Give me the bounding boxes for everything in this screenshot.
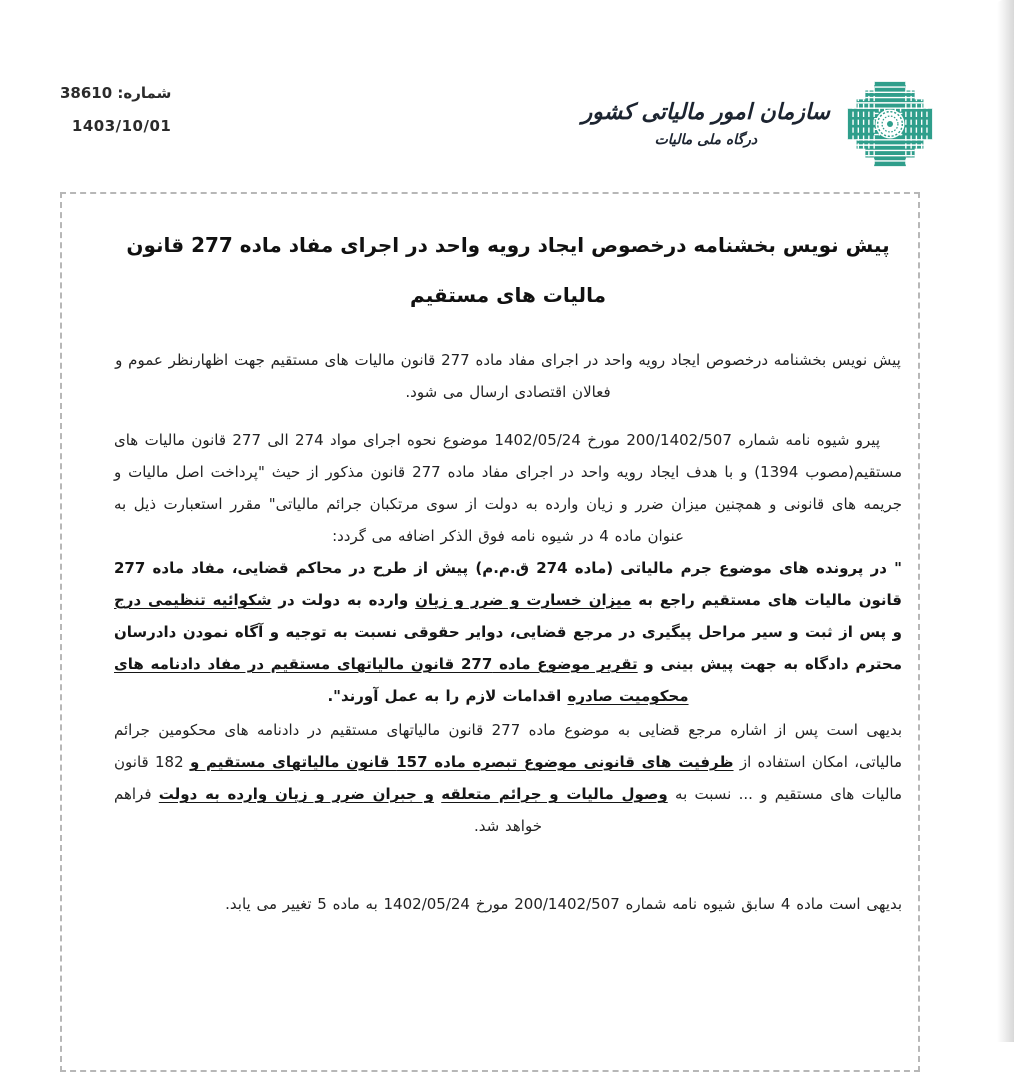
letter-meta	[60, 84, 171, 135]
text-segment: شکوائیه تنظیمی درج	[114, 591, 272, 609]
text-segment: وصول مالیات و جرائم متعلقه	[441, 785, 668, 803]
document-title: پیش نویس بخشنامه درخصوص ایجاد رویه واحد در اجرای مفاد ماده 277 قانون مالیات های مستقیم	[126, 233, 890, 307]
document-frame	[60, 192, 920, 1072]
paragraph	[114, 714, 902, 842]
text-segment: و پس از ثبت و سیر مراحل پیگیری در مرجع قضایی، دوایر حقوقی نسبت به توجیه و آگاه نمودن دادرسان محترم دادگاه به جهت پیش بینی و	[114, 623, 903, 673]
text-segment: فراهم خواهد شد.	[114, 785, 542, 835]
page-edge-shadow	[997, 0, 1014, 1042]
paragraph	[114, 552, 902, 712]
text-segment: 182 قانون مالیات های مستقیم و ... نسبت به	[114, 753, 902, 803]
letter-date: 1403/10/01	[71, 117, 172, 135]
letter-number: شماره: 38610	[60, 84, 172, 102]
text-segment: پیش نویس بخشنامه درخصوص ایجاد رویه واحد در اجرای مفاد ماده 277 قانون مالیات های مستقیم جهت اظهارنظر عموم و فعالان اقتصادی ارسال می شود.	[115, 351, 901, 401]
text-segment: میزان خسارت و ضرر و زیان	[415, 591, 632, 609]
text-segment: وارده به دولت در	[271, 591, 416, 609]
tax-organization-emblem-icon	[842, 80, 938, 168]
org-subtitle: درگاه ملی مالیات	[654, 132, 758, 148]
paragraph	[114, 888, 902, 920]
text-segment: " در پرونده های موضوع جرم مالیاتی (ماده 274 ق.م.م) پیش از طرح در محاکم قضایی، مفاد ماده 277 قانون مالیات های مستقیم راجع به	[114, 559, 902, 609]
org-name: سازمان امور مالیاتی کشور	[581, 100, 830, 125]
text-segment: اقدامات لازم را به عمل آورند".	[327, 687, 568, 705]
document-body	[114, 344, 902, 920]
text-segment: ظرفیت های قانونی موضوع تبصره ماده 157 قانون مالیاتهای مستقیم و	[189, 753, 734, 771]
org-header	[582, 80, 938, 168]
text-segment: پیرو شیوه نامه شماره 200/1402/507 مورخ 1402/05/24 موضوع نحوه اجرای مواد 274 الی 277 قانون مالیات های مستقیم(مصوب 1394) و با هدف ایجاد رویه واحد در اجرای مفاد ماده 277 قانون مذکور از حیث "پرداخت اصل مالیات و جریمه های قانونی و همچنین میزان ضرر و زیان وارده به دولت از سوی مرتکبان جرائم مالیاتی" مقرر استعبارت ذیل به عنوان ماده 4 در شیوه نامه فوق الذکر اضافه می گردد:	[114, 431, 903, 545]
org-title-block	[582, 100, 830, 148]
text-segment: تقریر موضوع ماده 277 قانون مالیاتهای مستقیم در مفاد دادنامه های محکومیت صادره	[114, 655, 689, 705]
text-segment: بدیهی است ماده 4 سابق شیوه نامه شماره 200/1402/507 مورخ 1402/05/24 به ماده 5 تغییر می یابد.	[225, 895, 902, 913]
paragraph	[114, 424, 902, 552]
text-segment: و جبران ضرر و زیان وارده به دولت	[158, 785, 434, 803]
text-segment: بدیهی است پس از اشاره مرجع قضایی به موضوع ماده 277 قانون مالیاتهای مستقیم در دادنامه های محکومین جرائم مالیاتی، امکان استفاده از	[114, 721, 902, 771]
paragraph	[114, 344, 902, 408]
